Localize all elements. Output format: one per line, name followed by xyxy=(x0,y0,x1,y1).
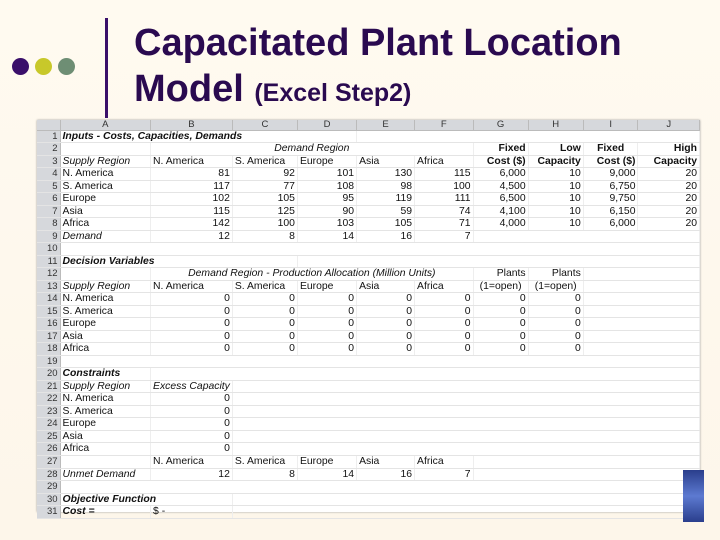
sheet-cell[interactable]: 0 xyxy=(528,293,583,306)
sheet-cell[interactable]: $ - xyxy=(151,506,233,519)
column-header-a[interactable]: A xyxy=(60,120,151,130)
sheet-cell[interactable]: Plants xyxy=(473,268,528,281)
sheet-cell[interactable] xyxy=(232,418,699,431)
sheet-cell[interactable]: High xyxy=(638,143,700,156)
row-header[interactable]: 9 xyxy=(37,230,60,243)
sheet-cell[interactable]: 9,000 xyxy=(583,168,638,181)
column-header-e[interactable]: E xyxy=(357,120,415,130)
sheet-cell[interactable] xyxy=(60,143,151,156)
sheet-cell[interactable]: Europe xyxy=(60,418,151,431)
sheet-row xyxy=(37,393,700,406)
sheet-cell[interactable]: Africa xyxy=(60,218,151,231)
sheet-row xyxy=(37,180,700,193)
sheet-cell[interactable]: 102 xyxy=(151,193,233,206)
row-header[interactable]: 21 xyxy=(37,380,60,393)
sheet-cell[interactable] xyxy=(232,493,699,506)
column-header-g[interactable]: G xyxy=(473,120,528,130)
sheet-cell[interactable]: 14 xyxy=(297,230,356,243)
sheet-cell[interactable]: 0 xyxy=(473,293,528,306)
sheet-cell[interactable] xyxy=(297,255,699,268)
sheet-cell[interactable]: 7 xyxy=(415,230,474,243)
sheet-cell[interactable]: 10 xyxy=(528,180,583,193)
sheet-cell[interactable]: 8 xyxy=(232,468,297,481)
sheet-row xyxy=(37,430,700,443)
sheet-cell[interactable]: Africa xyxy=(60,343,151,356)
sheet-cell[interactable]: 90 xyxy=(297,205,356,218)
sheet-cell[interactable]: 8 xyxy=(232,230,297,243)
row-header[interactable]: 10 xyxy=(37,243,60,256)
sheet-cell[interactable]: 12 xyxy=(151,468,233,481)
sheet-cell[interactable]: 108 xyxy=(297,180,356,193)
sheet-cell[interactable]: 6,000 xyxy=(583,218,638,231)
sheet-cell[interactable] xyxy=(583,330,699,343)
sheet-row xyxy=(37,230,700,243)
sheet-cell[interactable]: 115 xyxy=(151,205,233,218)
row-header[interactable]: 1 xyxy=(37,130,60,143)
sheet-cell[interactable]: Fixed xyxy=(583,143,638,156)
sheet-cell[interactable]: 12 xyxy=(151,230,233,243)
sheet-cell[interactable]: (1=open) xyxy=(473,280,528,293)
row-header[interactable]: 24 xyxy=(37,418,60,431)
sheet-cell[interactable]: 20 xyxy=(638,205,700,218)
sheet-cell[interactable]: 4,000 xyxy=(473,218,528,231)
sheet-cell[interactable]: 0 xyxy=(357,293,415,306)
sheet-cell[interactable]: 0 xyxy=(415,293,474,306)
sheet-cell[interactable] xyxy=(60,456,151,469)
sheet-cell[interactable] xyxy=(473,230,699,243)
sheet-cell[interactable]: Europe xyxy=(297,456,356,469)
sheet-cell[interactable]: 6,500 xyxy=(473,193,528,206)
row-header[interactable]: 22 xyxy=(37,393,60,406)
sheet-row xyxy=(37,343,700,356)
column-header-d[interactable]: D xyxy=(297,120,356,130)
sheet-cell[interactable]: 125 xyxy=(232,205,297,218)
row-header[interactable]: 28 xyxy=(37,468,60,481)
sheet-cell[interactable]: 142 xyxy=(151,218,233,231)
sheet-row xyxy=(37,506,700,519)
sheet-cell[interactable]: Europe xyxy=(60,193,151,206)
sheet-cell[interactable]: 0 xyxy=(232,343,297,356)
sheet-cell[interactable]: Africa xyxy=(415,280,474,293)
sheet-cell[interactable]: 0 xyxy=(151,318,233,331)
sheet-cell[interactable]: 0 xyxy=(151,430,233,443)
sheet-cell[interactable]: 10 xyxy=(528,218,583,231)
row-header[interactable]: 25 xyxy=(37,430,60,443)
sheet-cell[interactable]: 0 xyxy=(297,293,356,306)
sheet-cell[interactable]: 14 xyxy=(297,468,356,481)
spreadsheet[interactable] xyxy=(37,120,700,518)
sheet-cell[interactable]: 20 xyxy=(638,218,700,231)
sheet-cell[interactable]: 115 xyxy=(415,168,474,181)
sheet-cell[interactable]: 100 xyxy=(232,218,297,231)
sheet-cell[interactable]: 0 xyxy=(232,305,297,318)
sheet-cell[interactable] xyxy=(60,481,699,494)
sheet-cell[interactable]: Inputs - Costs, Capacities, Demands xyxy=(60,130,357,143)
sheet-cell[interactable]: Supply Region xyxy=(60,155,151,168)
sheet-cell[interactable] xyxy=(232,405,699,418)
sheet-cell[interactable] xyxy=(583,305,699,318)
title-line-2 xyxy=(134,66,622,116)
sheet-row xyxy=(37,380,700,393)
sheet-cell[interactable]: 74 xyxy=(415,205,474,218)
row-header[interactable]: 2 xyxy=(37,143,60,156)
sheet-row xyxy=(37,330,700,343)
sheet-cell[interactable] xyxy=(232,430,699,443)
sheet-cell[interactable] xyxy=(583,343,699,356)
sheet-cell[interactable]: 0 xyxy=(232,293,297,306)
sheet-cell[interactable]: Objective Function xyxy=(60,493,232,506)
row-header[interactable]: 26 xyxy=(37,443,60,456)
sheet-cell[interactable]: 0 xyxy=(297,305,356,318)
row-header[interactable]: 27 xyxy=(37,456,60,469)
sheet-cell[interactable]: 98 xyxy=(357,180,415,193)
sheet-cell[interactable]: S. America xyxy=(232,155,297,168)
sheet-cell[interactable]: Constraints xyxy=(60,368,151,381)
sheet-cell[interactable]: 0 xyxy=(297,318,356,331)
sheet-cell[interactable]: 100 xyxy=(415,180,474,193)
row-header[interactable]: 29 xyxy=(37,481,60,494)
row-header[interactable]: 4 xyxy=(37,168,60,181)
sheet-cell[interactable]: Europe xyxy=(297,280,356,293)
sheet-cell[interactable]: 77 xyxy=(232,180,297,193)
sheet-cell[interactable]: Cost = xyxy=(60,506,151,519)
row-header[interactable]: 18 xyxy=(37,343,60,356)
sheet-cell[interactable]: 10 xyxy=(528,193,583,206)
spreadsheet-grid[interactable] xyxy=(37,120,700,519)
sheet-cell[interactable]: 10 xyxy=(528,168,583,181)
sheet-cell[interactable]: Asia xyxy=(60,430,151,443)
sheet-cell[interactable]: 6,000 xyxy=(473,168,528,181)
sheet-cell[interactable] xyxy=(151,368,700,381)
sheet-row xyxy=(37,280,700,293)
sheet-cell[interactable]: 4,100 xyxy=(473,205,528,218)
sheet-cell[interactable] xyxy=(583,280,699,293)
sheet-cell[interactable] xyxy=(60,268,151,281)
sheet-cell[interactable]: Cost ($) xyxy=(473,155,528,168)
sheet-cell[interactable]: N. America xyxy=(60,168,151,181)
title-line-1: Capacitated Plant Location xyxy=(134,22,622,64)
sheet-cell[interactable]: Fixed xyxy=(473,143,528,156)
sheet-cell[interactable]: 130 xyxy=(357,168,415,181)
sheet-cell[interactable]: 0 xyxy=(151,443,233,456)
sheet-cell[interactable]: Asia xyxy=(60,205,151,218)
sheet-row xyxy=(37,205,700,218)
column-header-i[interactable]: I xyxy=(583,120,638,130)
sheet-cell[interactable]: 71 xyxy=(415,218,474,231)
sheet-row xyxy=(37,493,700,506)
column-header-b[interactable]: B xyxy=(151,120,233,130)
sheet-cell[interactable]: N. America xyxy=(151,456,233,469)
sheet-row xyxy=(37,255,700,268)
sheet-cell[interactable] xyxy=(357,130,700,143)
sheet-row xyxy=(37,243,700,256)
sheet-row xyxy=(37,130,700,143)
sheet-cell[interactable]: N. America xyxy=(60,293,151,306)
sheet-cell[interactable]: 117 xyxy=(151,180,233,193)
sheet-cell[interactable]: 0 xyxy=(528,343,583,356)
sheet-cell[interactable] xyxy=(232,393,699,406)
column-header-j[interactable]: J xyxy=(638,120,700,130)
sheet-cell[interactable]: 0 xyxy=(297,330,356,343)
sheet-cell[interactable]: 16 xyxy=(357,468,415,481)
sheet-cell[interactable]: Excess Capacity xyxy=(151,380,233,393)
sheet-row xyxy=(37,305,700,318)
sheet-cell[interactable]: 0 xyxy=(473,318,528,331)
sheet-cell[interactable]: Demand Region xyxy=(151,143,474,156)
row-header[interactable]: 3 xyxy=(37,155,60,168)
title-divider xyxy=(105,18,108,118)
row-header[interactable]: 23 xyxy=(37,405,60,418)
sheet-cell[interactable]: Europe xyxy=(297,155,356,168)
row-header[interactable]: 13 xyxy=(37,280,60,293)
sheet-cell[interactable]: 0 xyxy=(357,330,415,343)
title-model: Model xyxy=(134,68,244,110)
sheet-cell[interactable]: 101 xyxy=(297,168,356,181)
sheet-cell[interactable]: Capacity xyxy=(528,155,583,168)
row-header[interactable]: 31 xyxy=(37,506,60,519)
sheet-cell[interactable]: 9,750 xyxy=(583,193,638,206)
sheet-row xyxy=(37,456,700,469)
sheet-cell[interactable]: Asia xyxy=(357,280,415,293)
sheet-cell[interactable]: S. America xyxy=(232,280,297,293)
sheet-cell[interactable]: Africa xyxy=(60,443,151,456)
sheet-cell[interactable]: 7 xyxy=(415,468,474,481)
sheet-cell[interactable]: 16 xyxy=(357,230,415,243)
sheet-row xyxy=(37,318,700,331)
sheet-cell[interactable]: S. America xyxy=(60,180,151,193)
sheet-cell[interactable]: 6,150 xyxy=(583,205,638,218)
sheet-cell[interactable]: N. America xyxy=(151,280,233,293)
sheet-cell[interactable]: 20 xyxy=(638,193,700,206)
dot-3 xyxy=(58,58,75,75)
sheet-cell[interactable]: 59 xyxy=(357,205,415,218)
sheet-cell[interactable]: 0 xyxy=(357,343,415,356)
row-header[interactable]: 6 xyxy=(37,193,60,206)
sheet-cell[interactable]: 0 xyxy=(151,418,233,431)
sheet-row xyxy=(37,218,700,231)
sheet-row xyxy=(37,368,700,381)
sheet-cell[interactable]: 0 xyxy=(528,330,583,343)
sheet-cell[interactable]: Asia xyxy=(357,155,415,168)
sheet-cell[interactable] xyxy=(60,243,699,256)
sheet-cell[interactable]: 0 xyxy=(473,330,528,343)
sheet-row xyxy=(37,268,700,281)
row-header[interactable]: 7 xyxy=(37,205,60,218)
sheet-cell[interactable]: 0 xyxy=(357,305,415,318)
row-header[interactable]: 17 xyxy=(37,330,60,343)
sheet-cell[interactable]: 95 xyxy=(297,193,356,206)
sheet-cell[interactable]: 0 xyxy=(151,305,233,318)
sheet-cell[interactable]: 0 xyxy=(415,330,474,343)
sheet-cell[interactable]: 6,750 xyxy=(583,180,638,193)
sheet-cell[interactable] xyxy=(473,468,699,481)
sheet-row xyxy=(37,293,700,306)
sheet-cell[interactable]: 105 xyxy=(357,218,415,231)
sheet-cell[interactable]: 0 xyxy=(151,405,233,418)
sheet-cell[interactable]: 20 xyxy=(638,180,700,193)
sheet-cell[interactable] xyxy=(60,355,699,368)
sheet-row xyxy=(37,443,700,456)
sheet-cell[interactable]: 0 xyxy=(528,305,583,318)
sheet-cell[interactable]: 20 xyxy=(638,168,700,181)
sheet-cell[interactable]: Supply Region xyxy=(60,280,151,293)
column-header-c[interactable]: C xyxy=(232,120,297,130)
sheet-cell[interactable]: 92 xyxy=(232,168,297,181)
sheet-cell[interactable]: 103 xyxy=(297,218,356,231)
sheet-cell[interactable]: N. America xyxy=(151,155,233,168)
row-header[interactable]: 16 xyxy=(37,318,60,331)
slide-title xyxy=(134,20,622,116)
sheet-cell[interactable] xyxy=(232,443,699,456)
dot-1 xyxy=(12,58,29,75)
sheet-cell[interactable]: 105 xyxy=(232,193,297,206)
select-all-corner[interactable] xyxy=(37,120,60,130)
sheet-cell[interactable] xyxy=(232,506,699,519)
sheet-cell[interactable]: S. America xyxy=(232,456,297,469)
sheet-cell[interactable]: 0 xyxy=(232,330,297,343)
sheet-cell[interactable]: Africa xyxy=(415,155,474,168)
sheet-cell[interactable]: Europe xyxy=(60,318,151,331)
sheet-cell[interactable]: S. America xyxy=(60,405,151,418)
sheet-cell[interactable] xyxy=(583,293,699,306)
sheet-cell[interactable]: 81 xyxy=(151,168,233,181)
corner-accent xyxy=(683,470,704,522)
sheet-row xyxy=(37,405,700,418)
sheet-row xyxy=(37,155,700,168)
sheet-row xyxy=(37,143,700,156)
sheet-cell[interactable] xyxy=(232,380,699,393)
sheet-cell[interactable]: 0 xyxy=(415,318,474,331)
sheet-cell[interactable]: Decision Variables xyxy=(60,255,297,268)
row-header[interactable]: 8 xyxy=(37,218,60,231)
sheet-cell[interactable]: Supply Region xyxy=(60,380,151,393)
sheet-cell[interactable]: 0 xyxy=(232,318,297,331)
column-header-row xyxy=(37,120,700,130)
row-header[interactable]: 30 xyxy=(37,493,60,506)
sheet-cell[interactable]: Demand Region - Production Allocation (Million Units) xyxy=(151,268,474,281)
sheet-cell[interactable]: 0 xyxy=(297,343,356,356)
sheet-cell[interactable]: 0 xyxy=(357,318,415,331)
column-header-h[interactable]: H xyxy=(528,120,583,130)
sheet-cell[interactable] xyxy=(583,268,699,281)
sheet-row xyxy=(37,355,700,368)
sheet-cell[interactable]: 0 xyxy=(151,330,233,343)
sheet-cell[interactable]: Cost ($) xyxy=(583,155,638,168)
sheet-cell[interactable]: S. America xyxy=(60,305,151,318)
sheet-cell[interactable]: Demand xyxy=(60,230,151,243)
sheet-cell[interactable]: (1=open) xyxy=(528,280,583,293)
sheet-cell[interactable]: Africa xyxy=(415,456,474,469)
row-header[interactable]: 11 xyxy=(37,255,60,268)
sheet-cell[interactable]: 4,500 xyxy=(473,180,528,193)
sheet-cell[interactable]: Asia xyxy=(60,330,151,343)
sheet-row xyxy=(37,418,700,431)
sheet-cell[interactable]: 111 xyxy=(415,193,474,206)
sheet-cell[interactable]: 0 xyxy=(151,393,233,406)
sheet-cell[interactable]: Capacity xyxy=(638,155,700,168)
sheet-cell[interactable]: Asia xyxy=(357,456,415,469)
title-subtitle: (Excel Step2) xyxy=(254,79,412,107)
sheet-cell[interactable]: Low xyxy=(528,143,583,156)
column-header-f[interactable]: F xyxy=(415,120,474,130)
sheet-cell[interactable]: 0 xyxy=(415,305,474,318)
sheet-cell[interactable]: 0 xyxy=(473,343,528,356)
sheet-row xyxy=(37,193,700,206)
sheet-row xyxy=(37,168,700,181)
sheet-cell[interactable] xyxy=(473,456,699,469)
bullet-dots xyxy=(12,58,75,75)
sheet-cell[interactable]: 0 xyxy=(151,343,233,356)
row-header[interactable]: 15 xyxy=(37,305,60,318)
row-header[interactable]: 5 xyxy=(37,180,60,193)
row-header[interactable]: 12 xyxy=(37,268,60,281)
sheet-cell[interactable]: Unmet Demand xyxy=(60,468,151,481)
sheet-cell[interactable]: 0 xyxy=(473,305,528,318)
sheet-cell[interactable]: 0 xyxy=(528,318,583,331)
dot-2 xyxy=(35,58,52,75)
sheet-cell[interactable]: Plants xyxy=(528,268,583,281)
sheet-cell[interactable] xyxy=(583,318,699,331)
sheet-cell[interactable]: 0 xyxy=(415,343,474,356)
sheet-cell[interactable]: N. America xyxy=(60,393,151,406)
row-header[interactable]: 14 xyxy=(37,293,60,306)
row-header[interactable]: 20 xyxy=(37,368,60,381)
sheet-cell[interactable]: 0 xyxy=(151,293,233,306)
sheet-cell[interactable]: 10 xyxy=(528,205,583,218)
sheet-cell[interactable]: 119 xyxy=(357,193,415,206)
sheet-row xyxy=(37,481,700,494)
sheet-row xyxy=(37,468,700,481)
row-header[interactable]: 19 xyxy=(37,355,60,368)
